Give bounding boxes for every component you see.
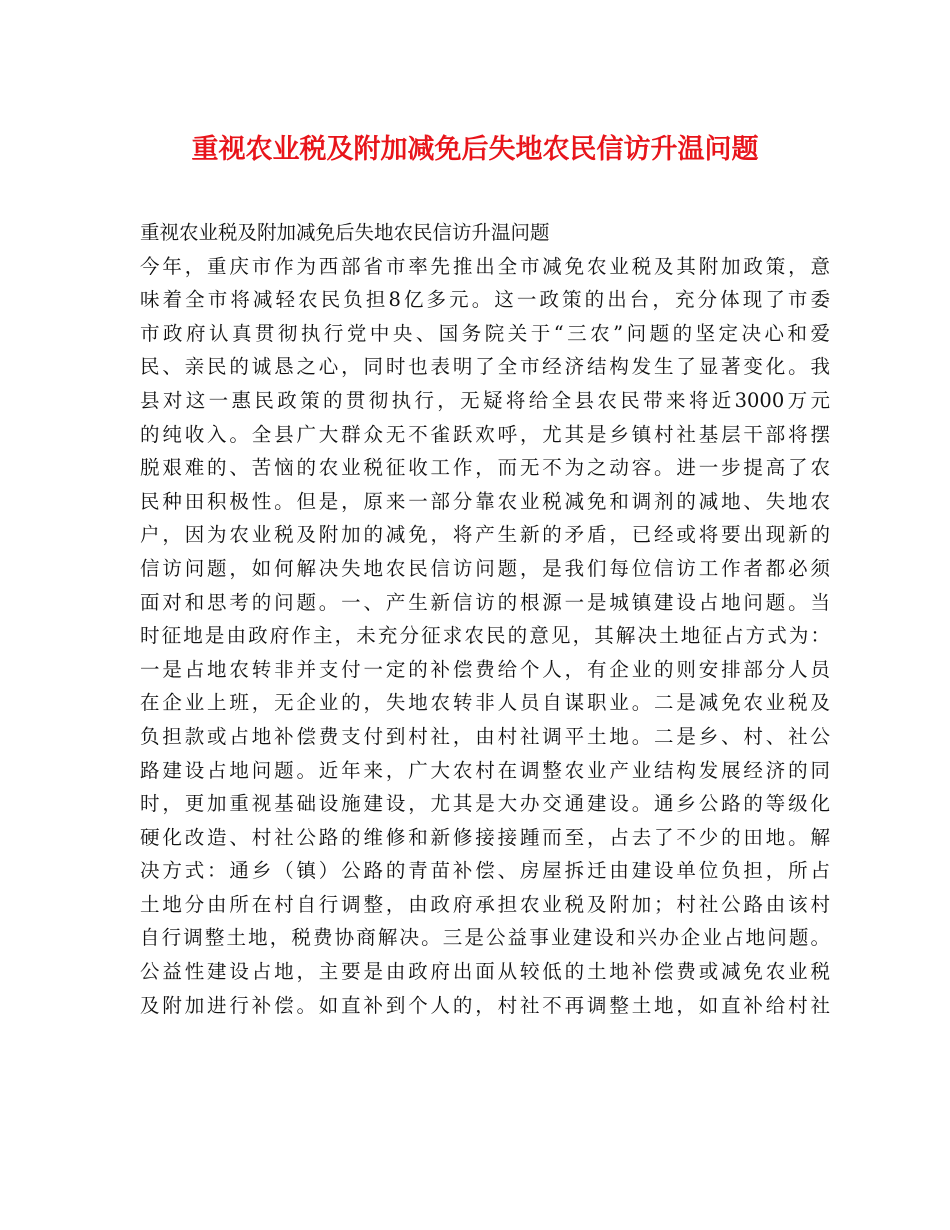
- body-line: 民种田积极性。但是，原来一部分靠农业税减免和调剂的减地、失地农: [140, 489, 830, 513]
- body-line: 今年，重庆市作为西部省市率先推出全市减免农业税及其附加政策，意: [140, 254, 830, 278]
- document-body: [140, 216, 830, 1022]
- body-line: 土地分由所在村自行调整，由政府承担农业税及附加；村社公路由该村: [140, 892, 830, 916]
- body-line: 户，因为农业税及附加的减免，将产生新的矛盾，已经或将要出现新的: [140, 523, 830, 547]
- body-line: 县对这一惠民政策的贯彻执行，无疑将给全县农民带来将近3000万元: [140, 388, 830, 412]
- body-line: 硬化改造、村社公路的维修和新修接接踵而至，占去了不少的田地。解: [140, 825, 830, 849]
- body-line: 市政府认真贯彻执行党中央、国务院关于“三农”问题的坚定决心和爱: [140, 321, 830, 345]
- body-line: 味着全市将减轻农民负担8亿多元。这一政策的出台，充分体现了市委: [140, 288, 830, 312]
- body-line: 重视农业税及附加减免后失地农民信访升温问题: [140, 221, 550, 244]
- document-title: 重视农业税及附加减免后失地农民信访升温问题: [191, 134, 759, 165]
- body-line: 信访问题，如何解决失地农民信访问题，是我们每位信访工作者都必须: [140, 556, 830, 580]
- body-line: 路建设占地问题。近年来，广大农村在调整农业产业结构发展经济的同: [140, 758, 830, 782]
- body-line: 及附加进行补偿。如直补到个人的，村社不再调整土地，如直补给村社: [140, 993, 830, 1017]
- body-line: 负担款或占地补偿费支付到村社，由村社调平土地。二是乡、村、社公: [140, 724, 830, 748]
- body-line: 的纯收入。全县广大群众无不雀跃欢呼，尤其是乡镇村社基层干部将摆: [140, 422, 830, 446]
- body-line: 决方式：通乡（镇）公路的青苗补偿、房屋拆迁由建设单位负担，所占: [140, 859, 830, 883]
- body-line: 在企业上班，无企业的，失地农转非人员自谋职业。二是减免农业税及: [140, 691, 830, 715]
- body-line: 一是占地农转非并支付一定的补偿费给个人，有企业的则安排部分人员: [140, 657, 830, 681]
- body-line: 民、亲民的诚恳之心，同时也表明了全市经济结构发生了显著变化。我: [140, 355, 830, 379]
- body-line: 面对和思考的问题。一、产生新信访的根源一是城镇建设占地问题。当: [140, 590, 830, 614]
- body-line: 公益性建设占地，主要是由政府出面从较低的土地补偿费或减免农业税: [140, 960, 830, 984]
- body-line: 自行调整土地，税费协商解决。三是公益事业建设和兴办企业占地问题。: [140, 926, 830, 950]
- body-line: 时征地是由政府作主，未充分征求农民的意见，其解决土地征占方式为：: [140, 624, 830, 648]
- body-line: 脱艰难的、苦恼的农业税征收工作，而无不为之动容。进一步提高了农: [140, 456, 830, 480]
- body-line: 时，更加重视基础设施建设，尤其是大办交通建设。通乡公路的等级化: [140, 792, 830, 816]
